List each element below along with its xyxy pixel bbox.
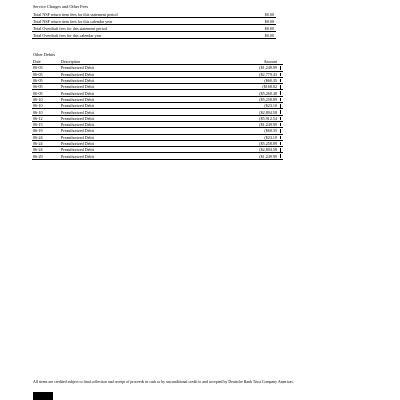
table-row: [32, 25, 276, 32]
debit-description: Preauthorized Debit: [60, 77, 232, 83]
debit-amount: ($5,258.89: [232, 140, 283, 146]
debit-date: 06-05: [32, 90, 60, 96]
debit-description: Preauthorized Debit: [60, 147, 232, 153]
fee-label: Total NSF return item fees for this calendar year: [32, 18, 233, 25]
fee-amount: $0.00: [233, 11, 276, 18]
debit-description: Preauthorized Debit: [60, 134, 232, 140]
debit-amount: ($2,804.58: [232, 109, 283, 115]
debit-description: Preauthorized Debit: [60, 140, 232, 146]
debit-amount: ($23.10: [232, 103, 283, 109]
debit-description: Preauthorized Debit: [60, 65, 232, 71]
debit-date: 06-05: [32, 84, 60, 90]
debit-date: 06-15: [32, 121, 60, 127]
fee-label: Total NSF return item fees for this statement period: [32, 11, 233, 18]
footer-disclaimer: All items are credited subject to final collection and receipt of proceeds in cash or by unconditional credit to and accepted by Deutsche Bank Trust Company Americas.: [33, 380, 294, 384]
debit-date: 06-10: [32, 96, 60, 102]
debit-amount: ($60.35: [232, 77, 283, 83]
debit-date: 06-05: [32, 77, 60, 83]
debit-date: 06-12: [32, 115, 60, 121]
debit-amount: ($1,249.99: [232, 153, 283, 159]
fee-amount: $0.00: [233, 25, 276, 32]
redaction-bar: [33, 392, 53, 400]
debit-date: 06-03: [32, 65, 60, 71]
table-row: [32, 18, 276, 25]
debit-date: 06-29: [32, 153, 60, 159]
debit-description: Preauthorized Debit: [60, 103, 232, 109]
fee-amount: $0.00: [233, 18, 276, 25]
debit-description: Preauthorized Debit: [60, 84, 232, 90]
other-debits-table: [32, 59, 283, 160]
debit-amount: ($2,779.43: [232, 71, 283, 77]
debit-date: 06-24: [32, 140, 60, 146]
debit-amount: ($5,260.48: [232, 90, 283, 96]
debit-amount: ($1,249.99: [232, 65, 283, 71]
other-debits-title: Other Debits: [33, 52, 56, 57]
fee-label: Total Overdraft fees for this statement period: [32, 25, 233, 32]
debit-description: Preauthorized Debit: [60, 109, 232, 115]
debit-amount: ($1,249.99: [232, 121, 283, 127]
fee-label: Total Overdraft fees for this calendar year: [32, 32, 233, 39]
debit-date: 06-24: [32, 147, 60, 153]
debit-description: Preauthorized Debit: [60, 121, 232, 127]
service-charges-table: [32, 11, 276, 39]
table-row: [32, 153, 283, 159]
table-row: [32, 32, 276, 39]
debit-date: 06-24: [32, 134, 60, 140]
debit-description: Preauthorized Debit: [60, 90, 232, 96]
debit-amount: ($5,912.54: [232, 115, 283, 121]
debit-description: Preauthorized Debit: [60, 96, 232, 102]
debit-amount: ($60.35: [232, 128, 283, 134]
debit-date: 06-10: [32, 109, 60, 115]
debit-amount: ($23.10: [232, 134, 283, 140]
amount-header: Amount: [232, 59, 283, 65]
debit-amount: ($2,804.58: [232, 147, 283, 153]
debit-amount: ($5,258.89: [232, 96, 283, 102]
debit-amount: ($168.02: [232, 84, 283, 90]
debit-description: Preauthorized Debit: [60, 153, 232, 159]
fee-amount: $0.00: [233, 32, 276, 39]
debit-description: Preauthorized Debit: [60, 128, 232, 134]
service-charges-title: Service Charges and Other Fees: [33, 4, 89, 9]
debit-date: 06-03: [32, 71, 60, 77]
debit-description: Preauthorized Debit: [60, 115, 232, 121]
debit-description: Preauthorized Debit: [60, 71, 232, 77]
description-header: Description: [60, 59, 232, 65]
date-header: Date: [32, 59, 60, 65]
debit-date: 06-19: [32, 128, 60, 134]
debit-date: 06-10: [32, 103, 60, 109]
